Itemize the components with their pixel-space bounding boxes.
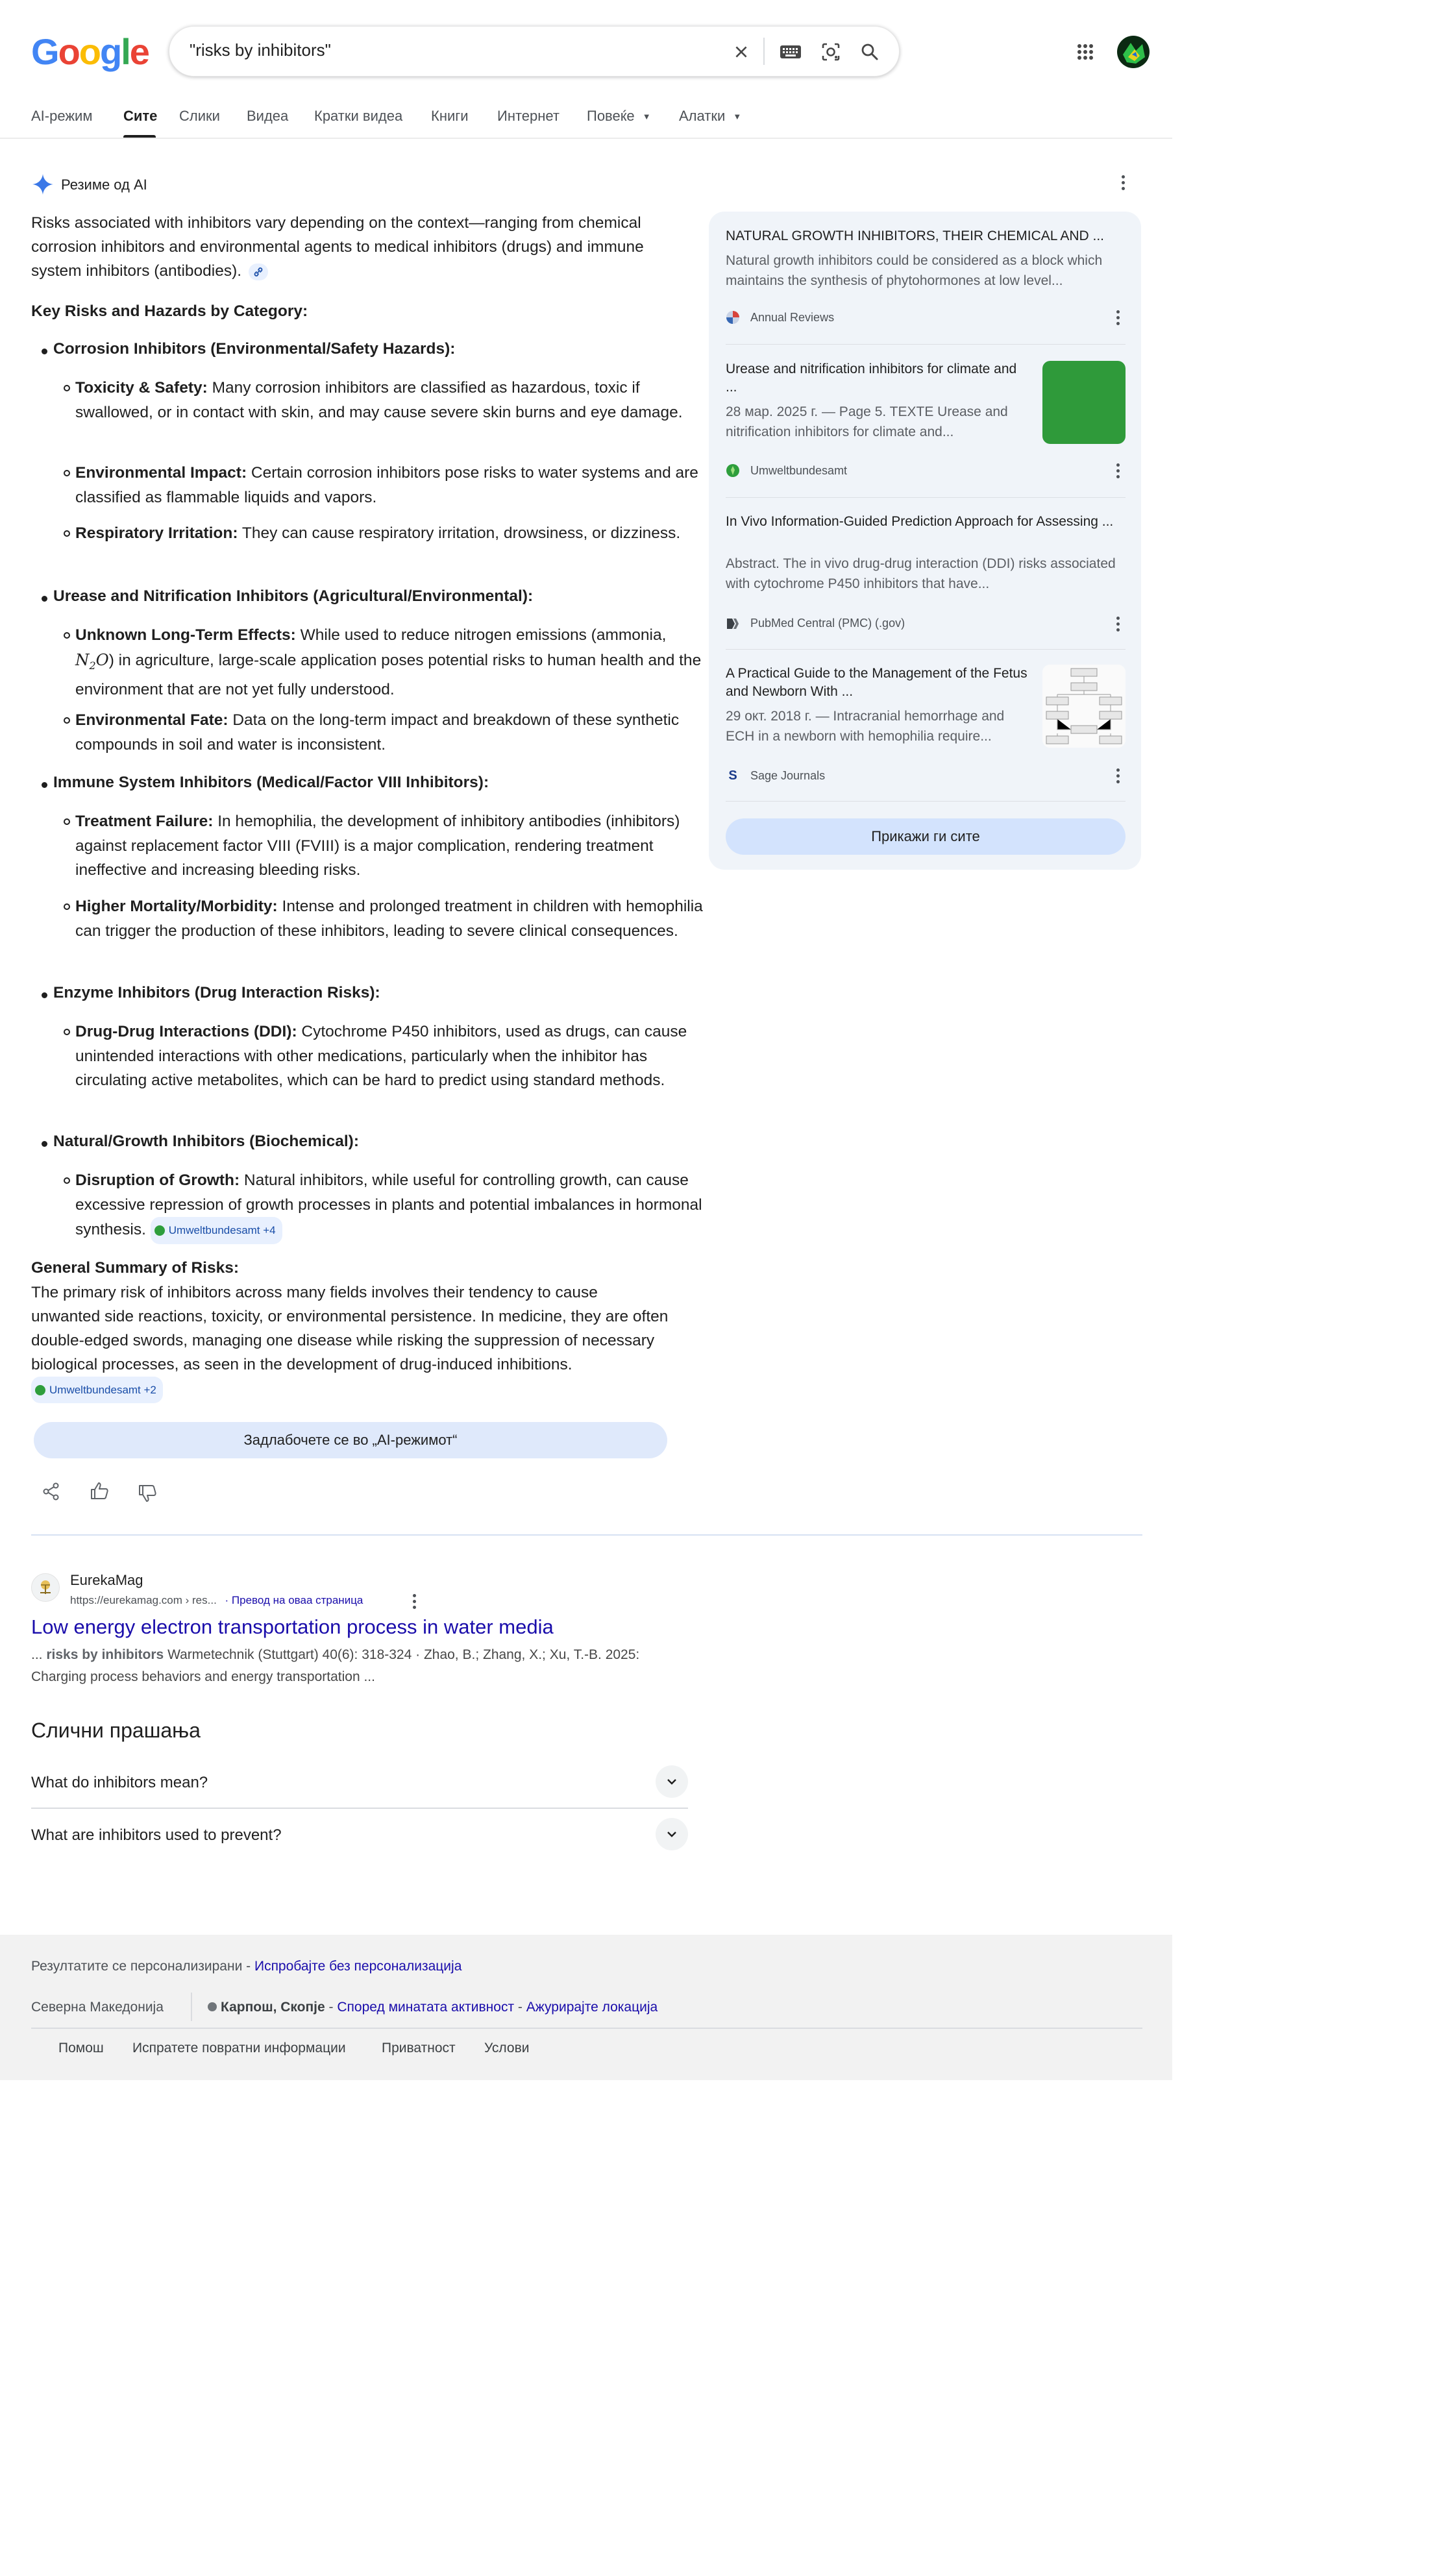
result-title-link[interactable]: Low energy electron transportation process in water media bbox=[31, 1615, 554, 1638]
footer-location-row bbox=[208, 2000, 658, 2015]
source-title[interactable]: Urease and nitrification inhibitors for climate and ... bbox=[726, 362, 1017, 395]
source-title[interactable]: A Practical Guide to the Management of the Fetus and Newborn With ... bbox=[726, 666, 1027, 699]
location-dot-icon bbox=[208, 2002, 217, 2011]
footer-country: Северна Македонија bbox=[31, 2000, 164, 2015]
ai-mode-button[interactable]: Задлабочете се во „AI-режимот“ bbox=[34, 1422, 667, 1458]
avatar[interactable] bbox=[1116, 35, 1150, 69]
bullet bbox=[42, 782, 47, 788]
source-divider bbox=[726, 801, 1126, 802]
item-label: Respiratory Irritation: bbox=[75, 524, 238, 542]
footer-separator bbox=[191, 1993, 192, 2021]
source-snippet: 28 мар. 2025 г. — Page 5. TEXTE Urease and nitrification inhibitors for climate and... bbox=[726, 404, 1008, 439]
source-site: Umweltbundesamt bbox=[750, 464, 848, 477]
ai-overview-more-icon[interactable] bbox=[1120, 175, 1126, 190]
thumbs-up-icon[interactable] bbox=[90, 1481, 112, 1503]
category-natural-title: Natural/Growth Inhibitors (Biochemical): bbox=[53, 1133, 359, 1150]
privacy-link[interactable]: Приватност bbox=[382, 2041, 456, 2055]
google-logo[interactable]: Google bbox=[31, 31, 149, 72]
footer-location: Карпош, Скопје bbox=[221, 2000, 325, 2015]
source-snippet: 29 окт. 2018 г. — Intracranial hemorrhage and ECH in a newborn with hemophilia require... bbox=[726, 709, 1005, 744]
caret-down-icon: ▼ bbox=[733, 112, 742, 121]
source-divider bbox=[726, 497, 1126, 498]
source-site: PubMed Central (PMC) (.gov) bbox=[750, 617, 905, 630]
sage-favicon-icon: S bbox=[728, 768, 737, 783]
corrosion-respiratory-item bbox=[75, 521, 708, 546]
item-text: Certain corrosion inhibitors pose risks to water systems and are classified as flammable liquids and vapors. bbox=[75, 464, 698, 506]
paa-heading: Слични прашања bbox=[31, 1719, 201, 1742]
category-corrosion-title: Corrosion Inhibitors (Environmental/Safety Hazards): bbox=[53, 340, 456, 358]
bullet bbox=[42, 992, 47, 998]
ai-overview-divider bbox=[31, 1534, 1142, 1536]
item-label: Unknown Long-Term Effects: bbox=[75, 626, 296, 644]
footer-divider bbox=[31, 2028, 1142, 2029]
formula-o: O bbox=[95, 650, 109, 669]
umweltbundesamt-favicon-icon bbox=[154, 1225, 165, 1236]
try-without-personalization-link[interactable]: Испробајте без персонализација bbox=[254, 1959, 462, 1974]
item-text: ) in agriculture, large-scale application poses potential risks to human health and the environment that are not yet fully understood. bbox=[75, 651, 702, 698]
tab-more-label: Повеќе bbox=[587, 108, 635, 124]
corrosion-toxicity-item bbox=[75, 376, 708, 424]
source-chip[interactable] bbox=[31, 1377, 163, 1403]
source-divider bbox=[726, 649, 1126, 650]
source-chip[interactable] bbox=[151, 1217, 282, 1244]
tab-tools[interactable] bbox=[679, 108, 741, 125]
source-snippet: Abstract. The in vivo drug-drug interaction (DDI) risks associated with cytochrome P450 inhibitors that have... bbox=[726, 556, 1116, 591]
formula bbox=[75, 650, 109, 672]
source-more-icon[interactable] bbox=[1115, 310, 1120, 325]
chevron-down-icon[interactable] bbox=[656, 1818, 688, 1850]
immune-treatment-item bbox=[75, 809, 708, 883]
result-site-name[interactable]: EurekaMag bbox=[70, 1572, 143, 1588]
source-site: Sage Journals bbox=[750, 769, 826, 782]
item-label: Drug-Drug Interactions (DDI): bbox=[75, 1023, 297, 1040]
item-text: Natural inhibitors, while useful for controlling growth, can cause excessive repression of growth processes in plants and potential imbalances in hormonal synthesis. bbox=[75, 1171, 702, 1239]
bullet bbox=[42, 349, 47, 354]
urease-longterm-item bbox=[75, 623, 708, 702]
source-snippet: Natural growth inhibitors could be considered as a block which maintains the synthesis of phytohormones at low level... bbox=[726, 253, 1103, 288]
apps-grid-icon[interactable] bbox=[1071, 38, 1100, 66]
summary-heading: General Summary of Risks: bbox=[31, 1259, 239, 1277]
gemini-sparkle-icon bbox=[31, 173, 55, 196]
footer-sep: - bbox=[325, 2000, 338, 2015]
tab-short-videos[interactable]: Кратки видеа bbox=[314, 108, 403, 124]
immune-mortality-item bbox=[75, 894, 708, 943]
source-title[interactable]: In Vivo Information-Guided Prediction Approach for Assessing ... bbox=[726, 514, 1114, 529]
by-activity-link[interactable]: Според минатата активност bbox=[337, 2000, 515, 2015]
translate-link[interactable]: · Превод на оваа страница bbox=[225, 1594, 363, 1606]
ai-intro bbox=[31, 211, 680, 283]
tab-all[interactable]: Сите bbox=[123, 108, 158, 124]
item-label: Disruption of Growth: bbox=[75, 1171, 240, 1189]
item-text: Intense and prolonged treatment in children with hemophilia can trigger the production of these inhibitors, leading to severe clinical consequences. bbox=[75, 898, 703, 940]
source-title[interactable]: NATURAL GROWTH INHIBITORS, THEIR CHEMICAL AND ... bbox=[726, 228, 1105, 243]
bullet bbox=[42, 596, 47, 602]
natural-disruption-item bbox=[75, 1168, 708, 1244]
source-site: Annual Reviews bbox=[750, 311, 835, 324]
sub-bullet bbox=[64, 717, 70, 724]
sub-bullet bbox=[64, 1029, 70, 1035]
search-input[interactable]: "risks by inhibitors" bbox=[190, 40, 331, 60]
sub-bullet bbox=[64, 903, 70, 910]
tab-tools-label: Алатки bbox=[679, 108, 726, 124]
item-label: Toxicity & Safety: bbox=[75, 379, 208, 397]
source-more-icon[interactable] bbox=[1115, 768, 1120, 783]
tabs-divider bbox=[0, 138, 1172, 139]
tab-more[interactable] bbox=[587, 108, 651, 125]
summary-text bbox=[31, 1281, 671, 1403]
umweltbundesamt-favicon-icon bbox=[726, 463, 740, 478]
source-chip-label: Umweltbundesamt +2 bbox=[49, 1384, 156, 1396]
result-snippet bbox=[31, 1644, 680, 1688]
tab-books[interactable]: Книги bbox=[431, 108, 469, 124]
help-link[interactable]: Помош bbox=[58, 2041, 104, 2055]
sub-bullet bbox=[64, 385, 70, 391]
search-divider bbox=[763, 38, 765, 65]
snippet-highlight: risks by inhibitors bbox=[46, 1647, 164, 1662]
item-label: Treatment Failure: bbox=[75, 813, 214, 830]
key-risks-heading: Key Risks and Hazards by Category: bbox=[31, 302, 308, 320]
tab-web[interactable]: Интернет bbox=[497, 108, 560, 124]
sub-bullet bbox=[64, 470, 70, 476]
paa-question[interactable]: What do inhibitors mean? bbox=[31, 1774, 208, 1791]
share-icon[interactable] bbox=[42, 1482, 64, 1504]
item-label: Environmental Impact: bbox=[75, 464, 247, 482]
item-label: Higher Mortality/Morbidity: bbox=[75, 898, 278, 915]
snippet-rest: Warmetechnik (Stuttgart) 40(6): 318-324 · Zhao, B.; Zhang, X.; Xu, T.-B. 2025: Charging process behaviors and energy transportation ... bbox=[31, 1647, 640, 1684]
lens-camera-icon[interactable] bbox=[817, 38, 845, 66]
paa-question[interactable]: What are inhibitors used to prevent? bbox=[31, 1826, 282, 1844]
summary-body: The primary risk of inhibitors across many fields involves their tendency to cause unwanted side reactions, toxicity, or environmental persistence. In medicine, they are often double-edged swords, managing one disease while risking the suppression of necessary biological processes, as seen in the development of drug-induced inhibitions. bbox=[31, 1284, 669, 1373]
snippet-prefix: ... bbox=[31, 1647, 47, 1662]
source-divider bbox=[726, 344, 1126, 345]
source-thumbnail-flowchart[interactable] bbox=[1042, 665, 1126, 748]
pubmed-favicon-icon bbox=[726, 617, 741, 631]
item-text: Cytochrome P450 inhibitors, used as drugs, can cause unintended interactions with other medications, particularly when the inhibitor has circulating active metabolites, which can be hard to predict using standard methods. bbox=[75, 1023, 687, 1089]
urease-fate-item bbox=[75, 708, 708, 757]
bullet bbox=[42, 1141, 47, 1147]
chevron-down-icon[interactable] bbox=[656, 1765, 688, 1798]
show-all-button[interactable]: Прикажи ги сите bbox=[726, 818, 1126, 855]
corrosion-environment-item bbox=[75, 461, 708, 509]
tab-ai-mode[interactable]: AI-режим bbox=[31, 108, 93, 124]
category-urease-title: Urease and Nitrification Inhibitors (Agricultural/Environmental): bbox=[53, 587, 534, 605]
terms-link[interactable]: Услови bbox=[484, 2041, 530, 2055]
sub-bullet bbox=[64, 818, 70, 825]
formula-sub: 2 bbox=[89, 659, 96, 672]
item-text: In hemophilia, the development of inhibitory antibodies (inhibitors) against replacement factor VIII (FVIII) is a major complication, rendering treatment ineffective and increasing bleeding risks. bbox=[75, 813, 680, 879]
eurekamag-favicon-icon[interactable] bbox=[31, 1573, 60, 1602]
source-more-icon[interactable] bbox=[1115, 463, 1120, 478]
sub-bullet bbox=[64, 1177, 70, 1184]
formula-n: N bbox=[75, 650, 90, 669]
item-text: While used to reduce nitrogen emissions (ammonia, bbox=[295, 626, 667, 644]
ai-intro-text: Risks associated with inhibitors vary depending on the context—ranging from chemical corrosion inhibitors and environmental agents to medical inhibitors (drugs) and immune system inhibitors (antibodies). bbox=[31, 214, 644, 280]
result-url-row bbox=[70, 1594, 363, 1607]
search-icon[interactable] bbox=[855, 38, 884, 66]
item-text: Data on the long-term impact and breakdown of these synthetic compounds in soil and water is inconsistent. bbox=[75, 711, 680, 754]
paa-divider bbox=[31, 1808, 688, 1809]
tab-images[interactable]: Слики bbox=[179, 108, 220, 124]
ai-overview-label: Резиме од AI bbox=[61, 177, 147, 193]
result-url[interactable]: https://eurekamag.com › res... bbox=[70, 1594, 217, 1606]
personalized-text: Резултатите се персонализирани - bbox=[31, 1959, 254, 1974]
feedback-link[interactable]: Испратете повратни информации bbox=[132, 2041, 346, 2055]
sub-bullet bbox=[64, 632, 70, 639]
result-more-icon[interactable] bbox=[412, 1594, 417, 1609]
source-thumbnail[interactable] bbox=[1042, 361, 1126, 444]
category-immune-title: Immune System Inhibitors (Medical/Factor VIII Inhibitors): bbox=[53, 774, 489, 791]
source-chip-label: Umweltbundesamt +4 bbox=[168, 1224, 276, 1236]
item-text: Many corrosion inhibitors are classified as hazardous, toxic if swallowed, or in contact with skin, and may cause severe skin burns and eye damage. bbox=[75, 379, 683, 421]
personalization-notice bbox=[31, 1959, 461, 1974]
close-icon[interactable] bbox=[728, 40, 754, 64]
caret-down-icon: ▼ bbox=[642, 112, 651, 121]
umweltbundesamt-favicon-icon bbox=[35, 1385, 45, 1395]
source-more-icon[interactable] bbox=[1115, 617, 1120, 632]
enzyme-ddi-item bbox=[75, 1020, 708, 1093]
keyboard-icon[interactable] bbox=[776, 39, 805, 65]
sub-bullet bbox=[64, 530, 70, 537]
thumbs-down-icon[interactable] bbox=[138, 1484, 160, 1506]
update-location-link[interactable]: Ажурирајте локација bbox=[526, 2000, 658, 2015]
link-chip-icon[interactable] bbox=[249, 264, 268, 280]
item-label: Environmental Fate: bbox=[75, 711, 228, 729]
category-enzyme-title: Enzyme Inhibitors (Drug Interaction Risks): bbox=[53, 984, 380, 1001]
item-text: They can cause respiratory irritation, drowsiness, or dizziness. bbox=[238, 524, 681, 542]
footer-sep: - bbox=[514, 2000, 526, 2015]
tab-videos[interactable]: Видеа bbox=[247, 108, 289, 124]
annual-reviews-favicon-icon bbox=[726, 310, 740, 325]
